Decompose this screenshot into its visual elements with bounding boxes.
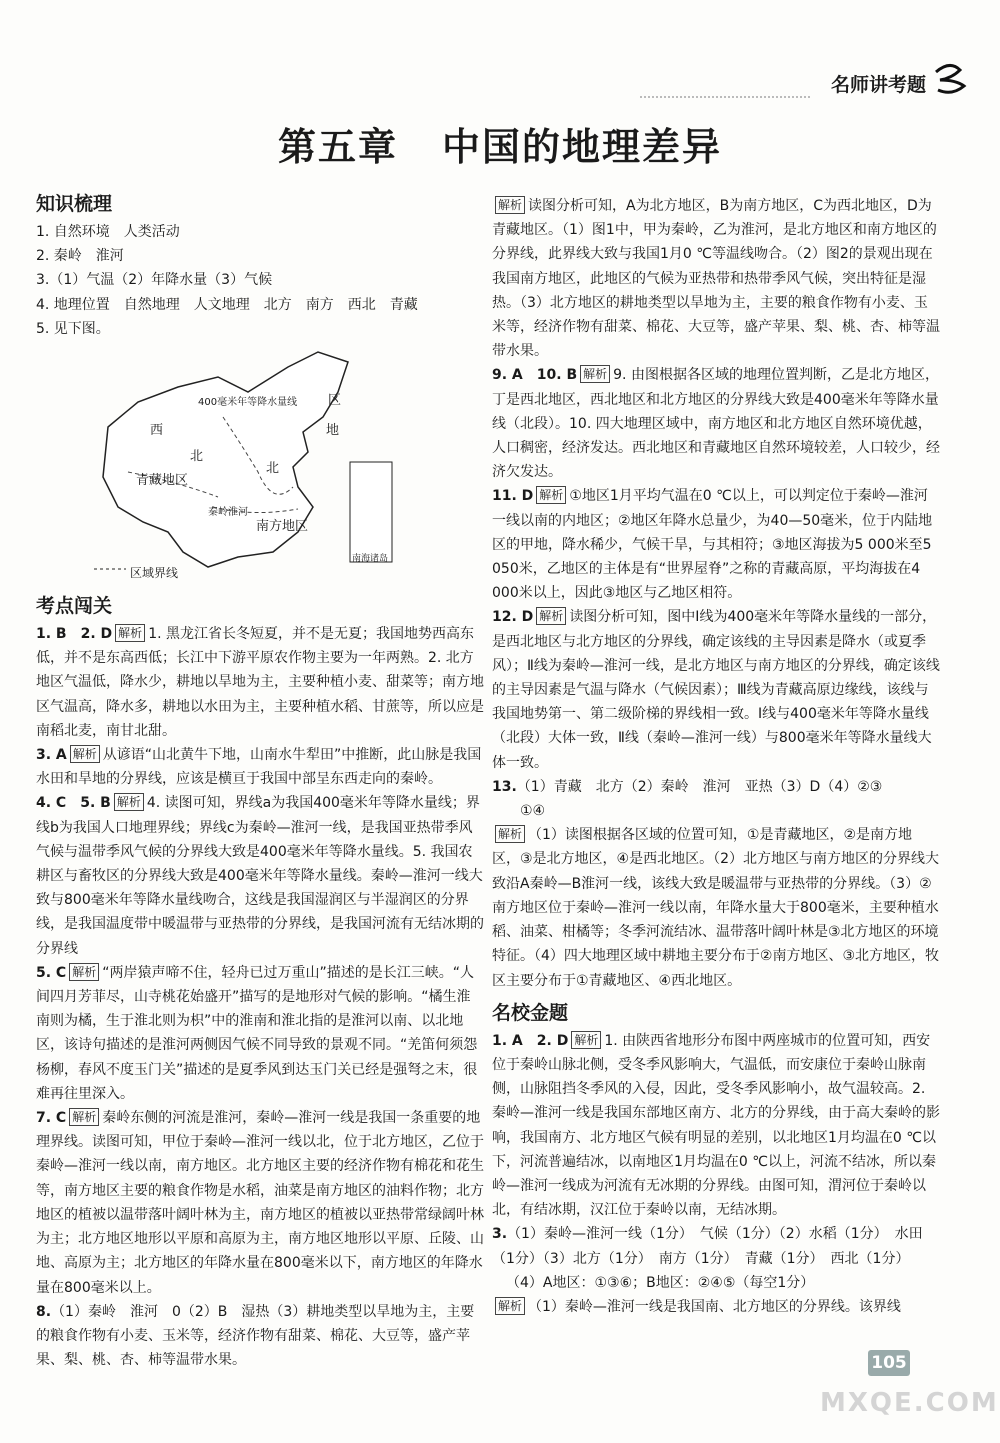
map-label-nanfang: 南方地区: [256, 519, 309, 535]
map-label-xi: 西: [150, 423, 164, 439]
chapter-number: 第五章: [277, 124, 398, 169]
jiexi-badge: 解析: [536, 486, 566, 504]
answer-line: （4）A地区：①③⑥；B地区：②④⑤（每空1分）: [506, 1274, 815, 1291]
page-title: [0, 116, 1000, 171]
header-divider: [640, 96, 810, 98]
answer-block: 5. C 解析 “两岸猿声啼不住，轻舟已过万重山”描述的是长江三峡。“人间四月芳菲尽，山寺桃花始盛开”描写的是地形对气候的影响。“橘生淮南则为橘，生于淮北则为枳”中的淮南和淮北指的是淮河以南、以北地区，该诗句描述的是淮河两侧因气候不同导致的景观不同。“羌笛何须怨杨柳，春风不度玉门关”描述的是夏季风到达玉门关已经是强弩之末，很难再往里深入。: [36, 964, 478, 1102]
jiexi-badge: 解析: [114, 793, 144, 811]
zhishi-item: 5. 见下图。: [36, 320, 110, 337]
zhishi-item: 3.（1）气温（2）年降水量（3）气候: [36, 272, 273, 289]
watermark: MXQE.COM: [820, 1388, 999, 1418]
answer-block: 3. A 解析 从谚语“山北黄牛下地，山南水牛犁田”中推断，此山脉是我国水田和旱地的分界线，应该是横亘于我国中部呈东西走向的秦岭。: [36, 747, 482, 788]
zhishi-item: 4. 地理位置 自然地理 人文地理 北方 南方 西北 青藏: [36, 296, 418, 313]
jiexi-badge: 解析: [495, 1297, 525, 1315]
left-column: [36, 190, 484, 1372]
answer-block: 解析 （1）秦岭—淮河一线是我国南、北方地区的分界线。该界线: [492, 1295, 940, 1319]
answer-block: 1. B 2. D 解析 1. 黑龙江省长冬短夏，并不是无夏；我国地势西高东低，并不是东高西低；长江中下游平原农作物主要为一年两熟。2. 北方地区气温低，降水少，耕地以旱地为主，主要种植小麦、甜菜等；南方地区气温高，降水多，耕地以水田为主，主要种植水稻、甘蔗等，所以应是南稻北麦，南甘北甜。: [36, 626, 484, 739]
jiexi-badge: 解析: [69, 963, 99, 981]
jiexi-badge: 解析: [580, 365, 610, 383]
jiexi-badge: 解析: [536, 607, 566, 625]
answer-block: 1. A 2. D 解析 1. 由陕西省地形分布图中两座城市的位置可知，西安位于秦岭山脉北侧，受冬季风影响大，气温低，而安康位于秦岭山脉南侧，山脉阻挡冬季风的入侵，因此，受冬季风影响小，故气温较高。2. 秦岭—淮河一线是我国东部地区南方、北方的分界线，由于高大秦岭的影响，我国南方、北方地区气候有明显的差别，以北地区1月均温在0 ℃以下，河流普遍结冰，以南地区1月均温在0 ℃以上，河流不结冰，所以秦岭—淮河一线成为河流有无冰期的分界线。由图可知，渭河位于秦岭以北，有结冰期，汉江位于秦岭以南，无结冰期。: [492, 1032, 940, 1219]
section-title-mingxiao: 名校金题: [492, 1001, 569, 1024]
answer-block: 4. C 5. B 解析 4. 读图可知，界线a为我国400毫米年等降水量线；界线b为我国人口地理界线；界线c为秦岭—淮河一线，是我国亚热带季风气候与温带季风气候的分界线大致是400毫米年等降水量线。5. 我国农耕区与畜牧区的分界线大致是400毫米年等降水量线。秦岭—淮河一线大致与800毫米年等降水量线吻合，这线是我国湿润区与半湿润区的分界线，是我国温度带中暖温带与亚热带的分界线，是我国河流有无结冰期的分界线: [36, 795, 484, 957]
map-label-di: 地: [326, 423, 340, 439]
answer-block: 13.（1）青藏 北方（2）秦岭 淮河 亚热（3）D（4）②③: [492, 778, 883, 795]
map-label-qu: 区: [328, 393, 342, 409]
map-legend: 区域界线: [130, 566, 179, 581]
jiexi-badge: 解析: [70, 745, 100, 763]
map-label-qinling: 秦岭淮河: [208, 507, 248, 519]
answer-block: 7. C 解析 秦岭东侧的河流是淮河，秦岭—淮河一线是我国一条重要的地理界线。读图可知，甲位于秦岭—淮河一线以北，位于北方地区，乙位于秦岭—淮河一线以南，南方地区。北方地区主要的经济作物有棉花和花生等，南方地区主要的粮食作物是水稻，油菜是南方地区的油料作物；北方地区的植被以温带落叶阔叶林为主，南方地区的植被以亚热带常绿阔叶林为主；北方地区地形以平原和高原为主，南方地区地形以平原、丘陵、山地、高原为主；北方地区的年降水量在800毫米以下，南方地区的年降水量在800毫米以上。: [36, 1110, 484, 1296]
jiexi-badge: 解析: [69, 1108, 99, 1126]
answer-block: 9. A 10. B 解析 9. 由图根据各区域的地理位置判断，乙是北方地区，丁是西北地区，西北地区和北方地区的分界线大致是400毫米年等降水量线（北段）。10. 四大地理区域中，南方地区和北方地区自然环境优越，人口稠密，经济发达。西北地区和青藏地区自然环境较差，人口较少，经济欠发达。: [492, 367, 940, 481]
map-label-400line: 400毫米年等降水量线: [198, 397, 298, 409]
right-column: [492, 194, 940, 1319]
map-label-bei2: 北: [266, 461, 280, 477]
zhishi-item: 1. 自然环境 人类活动: [36, 224, 180, 240]
answer-line: ①④: [520, 803, 546, 820]
chapter-name: 中国的地理差异: [442, 124, 723, 169]
china-region-map: [88, 347, 398, 582]
brand-logo-icon: [930, 58, 970, 98]
map-label-inset: 南海诸岛: [352, 554, 389, 565]
answer-block: 解析 （1）读图根据各区域的位置可知，①是青藏地区，②是南方地区，③是北方地区，④是西北地区。（2）北方地区与南方地区的分界线大致沿A秦岭—B淮河一线，该线大致是暖温带与亚热带的分界线。（3）②南方地区位于秦岭—淮河一线以南，年降水量大于800毫米，主要种植水稻、油菜、柑橘等；冬季河流结冰、温带落叶阔叶林是③北方地区的环境特征。（4）四大地理区域中耕地主要分布于②南方地区、③北方地区，牧区主要分布于①青藏地区、④西北地区。: [492, 827, 940, 989]
map-label-qingzang: 青藏地区: [136, 473, 189, 489]
answer-block: 8.（1）秦岭 淮河 0（2）B 湿热（3）耕地类型以旱地为主，主要的粮食作物有小麦、玉米等，经济作物有甜菜、棉花、大豆等，盛产苹果、梨、桃、杏、柿等温带水果。: [36, 1303, 475, 1369]
zhishi-item: 2. 秦岭 淮河: [36, 248, 124, 265]
answer-block: 12. D 解析 读图分析可知，图中Ⅰ线为400毫米年等降水量线的一部分，是西北地区与北方地区的分界线，确定该线的主导因素是降水（或夏季风）；Ⅱ线为秦岭—淮河一线，是北方地区与南方地区的分界线，确定该线的主导因素是气温与降水（气候因素）；Ⅲ线为青藏高原边缘线，该线与我国地势第一、第二级阶梯的界线相一致。Ⅰ线与400毫米年等降水量线（北段）大体一致，Ⅱ线（秦岭—淮河一线）与800毫米年等降水量线大体一致。: [492, 609, 940, 771]
jiexi-badge: 解析: [495, 825, 525, 843]
answer-block: 解析 读图分析可知，A为北方地区，B为南方地区，C为西北地区，D为青藏地区。（1）图1中，甲为秦岭，乙为淮河，是北方地区和南方地区的分界线，此界线大致与我国1月0 ℃等温线吻合。（2）图2的景观出现在我国南方地区，此地区的气候为亚热带和热带季风气候，突出特征是湿热。（3）北方地区的耕地类型以旱地为主，主要的粮食作物有小麦、玉米等，经济作物有甜菜、棉花、大豆等，盛产苹果、梨、桃、杏、柿等温带水果。: [492, 198, 940, 360]
jiexi-badge: 解析: [495, 196, 525, 214]
answer-block: 3.（1）秦岭—淮河一线（1分） 气候（1分）（2）水稻（1分） 水田（1分）（3）北方（1分） 南方（1分） 青藏（1分） 西北（1分）: [492, 1226, 923, 1267]
map-label-bei: 北: [190, 449, 204, 465]
answer-block: 11. D 解析 ①地区1月平均气温在0 ℃以上，可以判定位于秦岭—淮河一线以南的内地区；②地区年降水总量少，为40—50毫米，位于内陆地区的甲地，降水稀少，气候干旱，与其相符；③地区海拔为5 000米至5 050米，乙地区的主体是有“世界屋脊”之称的青藏高原，平均海拔在4 000米以上，因此③地区与乙地区相符。: [492, 488, 933, 602]
section-title-zhishi: 知识梳理: [36, 193, 113, 215]
jiexi-badge: 解析: [571, 1031, 601, 1049]
section-title-kaodian: 考点闯关: [36, 595, 113, 618]
jiexi-badge: 解析: [115, 624, 145, 642]
page-number: 105: [868, 1350, 910, 1376]
brand-name: 名师讲考题: [830, 74, 926, 96]
